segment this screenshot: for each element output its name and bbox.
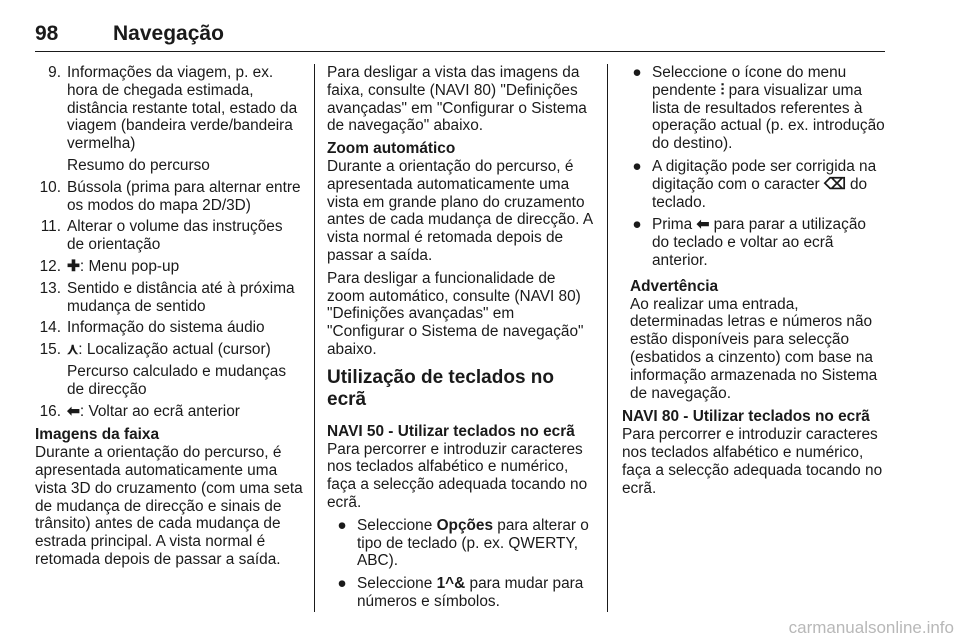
header-rule xyxy=(35,51,885,52)
list-item-9-sub: Resumo do percurso xyxy=(67,156,210,174)
list-text: : Voltar ao ecrã anterior xyxy=(79,402,240,420)
bullet-text: Seleccione o ícone do menu pendente xyxy=(652,64,847,99)
back-arrow-icon: ⬅ xyxy=(67,402,80,420)
list-text: Sentido e distância até à próxima mudança de sentido xyxy=(67,279,295,315)
list-item-10 xyxy=(35,179,303,215)
bullet-marker: ● xyxy=(632,64,642,81)
bullet-text: A digitação pode ser corrigida na digitação com o caracter xyxy=(652,157,877,193)
bullet-text: para parar a utilização do teclado e voltar ao ecrã anterior. xyxy=(652,216,866,269)
auto-zoom-heading: Zoom automático xyxy=(327,140,456,158)
list-text: Bússola (prima para alternar entre os modos do mapa 2D/3D) xyxy=(67,178,301,214)
bullet-text: para alterar o tipo de teclado (p. ex. QWERTY, ABC). xyxy=(357,516,589,570)
lane-images-heading: Imagens da faixa xyxy=(35,426,160,444)
back-arrow-icon: ⬅ xyxy=(696,216,710,234)
list-item-11 xyxy=(35,218,303,254)
bullet-item xyxy=(622,216,886,269)
warning-text: Ao realizar uma entrada, determinadas letras e números não estão disponíveis para selecção (esbatidos a cinzento) com base na informação armazenada no Sistema de navegação. xyxy=(630,295,878,402)
list-item-15 xyxy=(35,341,303,359)
list-number: 10. xyxy=(39,178,61,196)
list-number: 13. xyxy=(39,279,61,297)
list-number: 15. xyxy=(39,341,61,359)
column-3 xyxy=(622,64,886,502)
list-item-14 xyxy=(35,319,303,337)
bullet-text: Prima xyxy=(652,216,697,234)
list-number: 14. xyxy=(39,319,61,337)
bullet-marker: ● xyxy=(337,575,347,593)
bullet-text: do teclado. xyxy=(652,175,868,211)
navi50-text: Para percorrer e introduzir caracteres nos teclados alfabético e numérico, faça a selecção adequada tocando no ecrã. xyxy=(327,440,588,511)
bullet-text: Seleccione xyxy=(357,516,437,534)
section-heading: Utilização de teclados no ecrã xyxy=(327,366,554,410)
list-number: 16. xyxy=(39,402,61,420)
dropdown-menu-icon: ⫶ xyxy=(720,81,725,99)
page-header xyxy=(35,22,885,50)
paragraph: Para desligar a funcionalidade de zoom automático, consulte (NAVI 80) "Definições avançadas" em "Configurar o Sistema de navegação" abaixo. xyxy=(327,269,584,358)
options-label: Opções xyxy=(436,516,494,534)
bullet-text: Seleccione xyxy=(357,575,437,593)
column-divider-1 xyxy=(314,64,315,612)
list-item-12 xyxy=(35,258,303,276)
list-item-9 xyxy=(35,64,303,153)
warning-heading: Advertência xyxy=(630,277,719,295)
backspace-icon: ⌫ xyxy=(823,175,846,193)
bullet-marker: ● xyxy=(632,216,642,234)
bullet-marker: ● xyxy=(632,157,642,175)
list-item-16 xyxy=(35,403,303,421)
lane-images-text: Durante a orientação do percurso, é apresentada automaticamente uma vista 3D do cruzamento (com uma seta de mudança de direcção e sinais de trânsito) antes de cada mudança de estrada principal. A vista normal é retomada depois de passar a saída. xyxy=(35,444,303,568)
column-1 xyxy=(35,64,303,574)
list-text: : Menu pop-up xyxy=(79,257,180,275)
bullet-item xyxy=(327,575,593,611)
list-number: 12. xyxy=(39,257,61,275)
list-text: Informações da viagem, p. ex. hora de chegada estimada, distância restante total, estado da viagem (bandeira verde/bandeira vermelha) xyxy=(67,64,298,153)
list-item-13 xyxy=(35,280,303,316)
bullet-text: para visualizar uma lista de resultados referentes à operação actual (p. ex. introdução do destino). xyxy=(652,81,885,153)
list-item-15-sub: Percurso calculado e mudanças de direcção xyxy=(67,362,287,398)
list-text: Informação do sistema áudio xyxy=(67,319,265,337)
bullet-item xyxy=(622,158,886,211)
navi80-text: Para percorrer e introduzir caracteres nos teclados alfabético e numérico, faça a selecção adequada tocando no ecrã. xyxy=(622,426,883,497)
bullet-marker: ● xyxy=(337,516,347,534)
watermark: carmanualsonline.info xyxy=(788,618,954,637)
warning-block xyxy=(622,278,886,403)
list-number: 9. xyxy=(48,64,61,81)
paragraph: Para desligar a vista das imagens da faixa, consulte (NAVI 80) "Definições avançadas" em "Configurar o Sistema de navegação" abaixo. xyxy=(327,64,587,135)
list-text: Alterar o volume das instruções de orientação xyxy=(67,218,283,254)
auto-zoom-text: Durante a orientação do percurso, é apresentada automaticamente uma vista em grande plano do cruzamento antes de cada mudança de direcção. A vista normal é retomada depois de passar a saída. xyxy=(327,157,593,264)
plus-icon: ✚ xyxy=(67,257,80,275)
bullet-item xyxy=(622,64,886,153)
bullet-item xyxy=(327,517,593,570)
list-text: : Localização actual (cursor) xyxy=(78,341,271,359)
navi50-heading: NAVI 50 - Utilizar teclados no ecrã xyxy=(327,422,575,440)
column-divider-2 xyxy=(607,64,608,612)
page-number: 98 xyxy=(35,22,59,45)
page-title: Navegação xyxy=(113,22,224,45)
list-number: 11. xyxy=(40,218,61,236)
cursor-icon: ⋏ xyxy=(67,341,79,359)
column-2 xyxy=(327,64,593,616)
symbols-label: 1^& xyxy=(436,575,466,593)
navi80-heading: NAVI 80 - Utilizar teclados no ecrã xyxy=(622,408,870,426)
bullet-text: para mudar para números e símbolos. xyxy=(357,575,584,610)
